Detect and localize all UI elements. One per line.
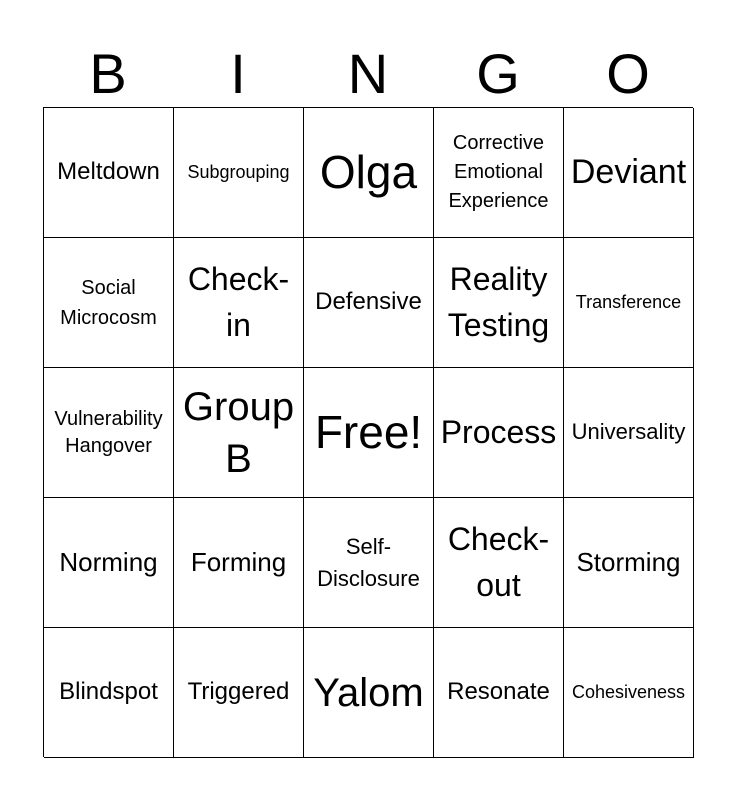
cell-text: Yalom — [313, 670, 424, 715]
bingo-cell[interactable] — [434, 628, 564, 758]
header-letter-n: N — [347, 42, 389, 105]
cell-text: Cohesiveness — [571, 681, 686, 702]
bingo-cell[interactable] — [564, 628, 694, 758]
cell-text: Deviant — [570, 153, 687, 192]
bingo-cell[interactable] — [174, 108, 304, 238]
bingo-cell[interactable] — [174, 238, 304, 368]
cell-text: Social Microcosm — [60, 276, 157, 329]
cell-text: Triggered — [187, 678, 290, 706]
cell-text: Free! — [314, 405, 423, 458]
cell-text: Blindspot — [59, 678, 158, 706]
cell-text: Defensive — [315, 288, 422, 316]
cell-text: Norming — [59, 546, 158, 577]
bingo-cell[interactable] — [44, 108, 174, 238]
bingo-cell[interactable] — [564, 238, 694, 368]
bingo-cell[interactable] — [174, 628, 304, 758]
header-letter-g: G — [476, 42, 520, 105]
bingo-cell[interactable] — [564, 108, 694, 238]
cell-text: Subgrouping — [187, 161, 290, 182]
cell-text: Olga — [319, 145, 418, 198]
cell-text: Forming — [190, 546, 287, 577]
cell-text: Universality — [571, 419, 686, 445]
cell-text: Corrective Emotional Experience — [448, 132, 549, 212]
bingo-cell[interactable] — [304, 498, 434, 628]
bingo-cell[interactable] — [564, 368, 694, 498]
cell-text: Resonate — [447, 678, 550, 706]
bingo-cell[interactable] — [44, 628, 174, 758]
bingo-cell[interactable] — [434, 108, 564, 238]
bingo-cell[interactable] — [174, 498, 304, 628]
bingo-cell[interactable] — [174, 368, 304, 498]
bingo-cell[interactable] — [44, 498, 174, 628]
bingo-board — [43, 107, 693, 757]
bingo-cell[interactable] — [304, 368, 434, 498]
bingo-header — [43, 40, 693, 108]
cell-text: Process — [440, 413, 557, 450]
bingo-cell[interactable] — [434, 368, 564, 498]
header-letter-b: B — [89, 42, 127, 105]
cell-text: Reality Testing — [447, 261, 550, 343]
header-letter-i: I — [230, 42, 246, 105]
bingo-cell[interactable] — [304, 238, 434, 368]
bingo-cell[interactable] — [434, 238, 564, 368]
bingo-cell[interactable] — [304, 108, 434, 238]
cell-text: Meltdown — [57, 158, 160, 186]
cell-text: Check-out — [447, 521, 550, 603]
bingo-cell[interactable] — [434, 498, 564, 628]
bingo-cell[interactable] — [564, 498, 694, 628]
cell-text: Transference — [575, 291, 682, 312]
bingo-cell[interactable] — [44, 368, 174, 498]
bingo-cell[interactable] — [44, 238, 174, 368]
cell-text: Storming — [576, 546, 681, 577]
bingo-cell[interactable] — [304, 628, 434, 758]
cell-text: Self-Disclosure — [317, 533, 420, 591]
cell-text: Vulnerability Hangover — [54, 407, 163, 457]
header-letter-o: O — [606, 42, 650, 105]
cell-text: Check-in — [187, 261, 290, 343]
cell-text: Group B — [182, 384, 295, 481]
